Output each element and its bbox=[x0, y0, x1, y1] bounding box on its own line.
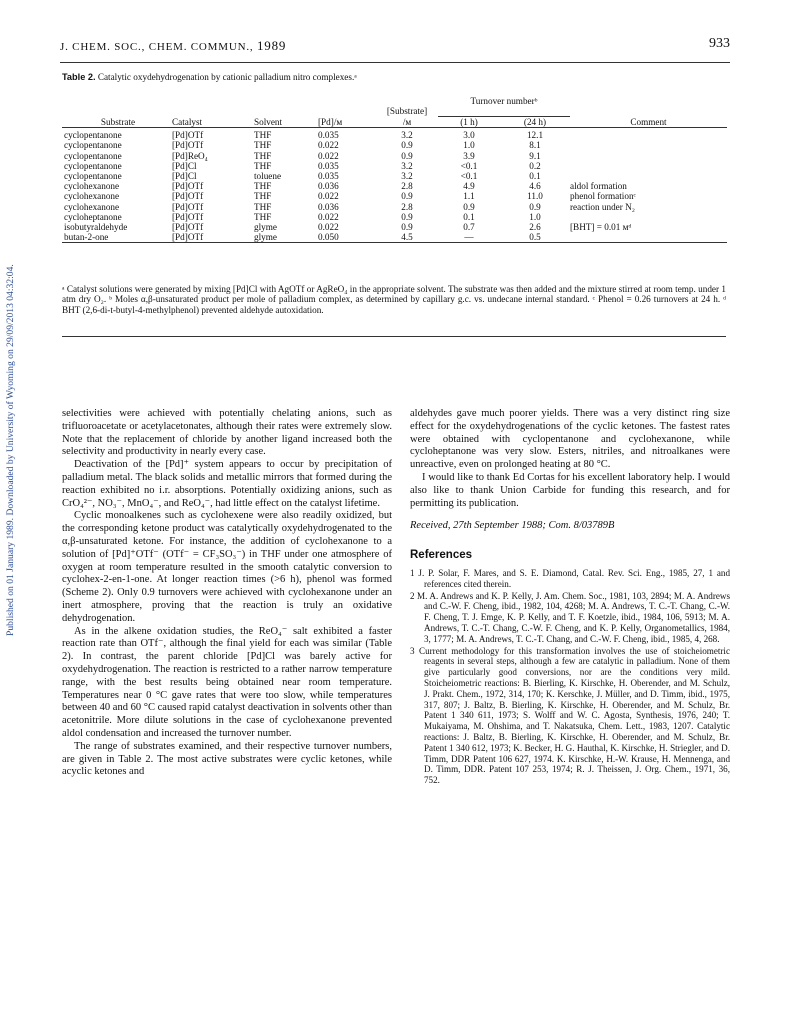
page-header bbox=[60, 36, 730, 56]
header-comment: Comment bbox=[630, 116, 667, 127]
turnover-group-header: Turnover numberᵇ bbox=[470, 96, 538, 106]
data-table bbox=[62, 96, 727, 245]
paragraph: I would like to thank Ed Cortas for his excellent laboratory help. I would also like to thank Union Carbide for funding this research, and for permitting its publication. bbox=[410, 471, 730, 509]
table-row: isobutyraldehyde [Pd]OTf glyme 0.022 0.9 0.7 2.6 [BHT] = 0.01 мᵈ bbox=[64, 221, 632, 232]
table-row: cyclopentanone [Pd]OTf THF 0.022 0.9 1.0 8.1 bbox=[64, 140, 541, 151]
header-catalyst: Catalyst bbox=[172, 116, 203, 127]
header-rule bbox=[60, 62, 730, 63]
table-bottom-rule bbox=[62, 336, 726, 337]
header-substrate-conc-top: [Substrate] bbox=[386, 106, 428, 117]
header-solvent: Solvent bbox=[254, 116, 283, 127]
page-number: 933 bbox=[709, 36, 730, 51]
table-row: cyclohexanone [Pd]OTf THF 0.036 2.8 4.9 4.6 aldol formation bbox=[64, 181, 627, 192]
table-footnote: ᵃ Catalyst solutions were generated by mixing [Pd]Cl with AgOTf or AgReO₄ in the appropriate solvent. The substrate was then added and the mixture stirred at room temp. under 1 atm dry O₂. ᵇ Moles α,β-unsaturated product per mole of palladium complex, as determined by capillary g.c. vs. undecane internal standard. ᶜ Phenol = 0.26 turnovers at 24 h. ᵈ BHT (2,6-di-t-butyl-4-methylphenol) prevented aldehyde autoxidation. bbox=[62, 284, 726, 315]
table-caption bbox=[62, 72, 722, 82]
journal-year: 1989 bbox=[256, 38, 287, 53]
table-row: cycloheptanone [Pd]OTf THF 0.022 0.9 0.1 1.0 bbox=[64, 211, 541, 222]
references-heading: References bbox=[410, 549, 473, 562]
left-column bbox=[62, 408, 392, 779]
table-row: cyclopentanone [Pd]ReO₄ THF 0.022 0.9 3.9 9.1 bbox=[64, 150, 541, 161]
paragraph: Deactivation of the [Pd]⁺ system appears to occur by precipitation of palladium metal. The black solids and metallic mirrors that formed during the reaction exhibited no i.r. absorptions. Potentially oxidizing anions, such as CrO₄²⁻, NO₃⁻, MnO₄⁻, and ReO₄⁻, had little effect on the catalyst lifetime. bbox=[62, 459, 392, 509]
paragraph: aldehydes gave much poorer yields. There was a very distinct ring size effect for the oxydehydrogenations of the cyclic ketones. The fastest rates were obtained with cyclopentanone and cyclohexanone, while cycloheptanone was very slow. Esters, nitriles, and nitroalkanes were unreactive, even on prolonged heating at 80 °C. bbox=[410, 408, 730, 471]
table-caption-text: Catalytic oxydehydrogenation by cationic palladium nitro complexes.ᵃ bbox=[97, 72, 357, 82]
reference-item: 3 Current methodology for this transformation involves the use of stoicheiometric reagents in several steps, although a few are catalytic in palladium. None of them give particularly good conversions, nor are the conditions very mild. Stoicheiometric reactions: B. Bierling, K. Kirschke, H. Oberender, and M. Schulz, J. Prakt. Chem., 1972, 314, 170; K. Kerschke, J. Müller, and D. Timm, ibid., 1975, 317, 807; J. Baltz, B. Bierling, K. Kirschke, H. Oberender, and M. Schulz, Br. Patent 1 340 611, 1973; S. Wolff and W. C. Agosta, Synthesis, 1976, 240; T. Mukaiyama, M. Ohshima, and T. Nakatsuka, Chem. Lett., 1983, 1207. Catalytic reactions: J. Baltz, B. Bierling, K. Kirschke, H. Oberender, and M. Schulz, Br. Patent 1 340 612, 1973; K. Becker, H. G. Hauthal, K. Kirschke, H. Striegler, and D. Timm, DDR Patent 106 627, 1974. K. Kirschke, H.-W. Krause, H. Mennenga, and D. Timm, DDR. Patent 107 253, 1974; R. J. Theissen, J. Org. Chem., 1971, 36, 752. bbox=[410, 645, 730, 786]
paragraph: As in the alkene oxidation studies, the ReO₄⁻ salt exhibited a faster reaction rate than OTf⁻, although the final yield for each was similar (Table 2). In contrast, the parent chloride [Pd]Cl was barely active for oxydehydrogenation. The reaction is restricted to a rather narrow temperature range, with the best results being obtained near room temperature. Temperatures near 0 °C gave rates that were too slow, while temperatures between 40 and 60 °C caused rapid catalyst deactivation in solvents other than acetonitrile. More dilute solutions in the case of cyclohexanone prevented aldol condensation and increased the turnover number. bbox=[62, 625, 392, 739]
header-24h: (24 h) bbox=[523, 116, 547, 127]
header-substrate-conc-bottom: /м bbox=[402, 116, 412, 127]
table-label: Table 2. bbox=[62, 72, 96, 82]
reference-item: 1 J. P. Solar, F. Mares, and S. E. Diamond, Catal. Rev. Sci. Eng., 1985, 27, 1 and references cited therein. bbox=[410, 567, 730, 589]
header-1h: (1 h) bbox=[460, 116, 478, 127]
table-row: cyclopentanone [Pd]OTf THF 0.035 3.2 3.0 12.1 bbox=[64, 130, 544, 141]
received-date: Received, 27th September 1988; Com. 8/03789B bbox=[410, 520, 615, 532]
paragraph: The range of substrates examined, and their respective turnover numbers, are given in Table 2. The most active substrates were cyclic ketones, while acyclic ketones and bbox=[62, 740, 392, 778]
header-substrate: Substrate bbox=[100, 116, 136, 127]
header-pd: [Pd]/м bbox=[318, 116, 343, 127]
download-sidebar bbox=[1, 180, 19, 640]
paragraph: Cyclic monoalkenes such as cyclohexene were also readily oxidized, but the corresponding ketone product was catalytically oxydehydrogenated to the α,β-unsaturated ketone. For instance, the addition of cyclohexanone to a solution of [Pd]⁺OTf⁻ (OTf⁻ = CF₃SO₃⁻) in THF under one atmosphere of oxygen at room temperature resulted in the smooth catalytic conversion to cyclohex-2-en-1-one. At longer reaction times (>6 h), phenol was formed (Scheme 2). Only 0.9 turnovers were achieved with cyclohexanone under an inert atmosphere, proving that the reaction is truly an oxidative dehydrogenation. bbox=[62, 510, 392, 624]
journal-name: J. CHEM. SOC., CHEM. COMMUN., 1989 bbox=[60, 38, 287, 53]
table-row: cyclopentanone [Pd]Cl toluene 0.035 3.2 <0.1 0.1 bbox=[64, 170, 541, 181]
table-row: cyclohexanone [Pd]OTf THF 0.022 0.9 1.1 11.0 phenol formationᶜ bbox=[64, 191, 636, 202]
table-row: cyclopentanone [Pd]Cl THF 0.035 3.2 <0.1 0.2 bbox=[64, 160, 541, 171]
right-column bbox=[410, 408, 730, 787]
table-row: butan-2-one [Pd]OTf glyme 0.050 4.5 — 0.5 bbox=[64, 232, 541, 243]
paragraph: selectivities were achieved with potentially chelating anions, such as trifluoroacetate or acetylacetonates, although their rates were extremely slow. Note that the replacement of chloride by another ligand increased both the selectivity and productivity in nearly every case. bbox=[62, 408, 392, 458]
reference-item: 2 M. A. Andrews and K. P. Kelly, J. Am. Chem. Soc., 1981, 103, 2894; M. A. Andrews and C.-W. F. Cheng, ibid., 1982, 104, 4268; M. A. Andrews, T. C.-T. Chang, C.-W. F. Cheng, T. J. Emge, K. P. Kelly, and T. F. Koetzle, ibid., 1984, 106, 5913; M. A. Andrews, T. C.-T. Chang, C.-W. F. Cheng, and K. P. Kelly, Organometallics, 1984, 3, 1777; M. A. Andrews, T. C.-T. Chang, and C.-W. F. Cheng, ibid., 1985, 4, 268. bbox=[410, 590, 730, 644]
table-row: cyclohexanone [Pd]OTf THF 0.036 2.8 0.9 0.9 reaction under N₂ bbox=[64, 201, 635, 212]
download-notice: Published on 01 January 1989. Downloaded by University of Wyoming on 29/09/2013 04:32:04. bbox=[5, 264, 16, 636]
